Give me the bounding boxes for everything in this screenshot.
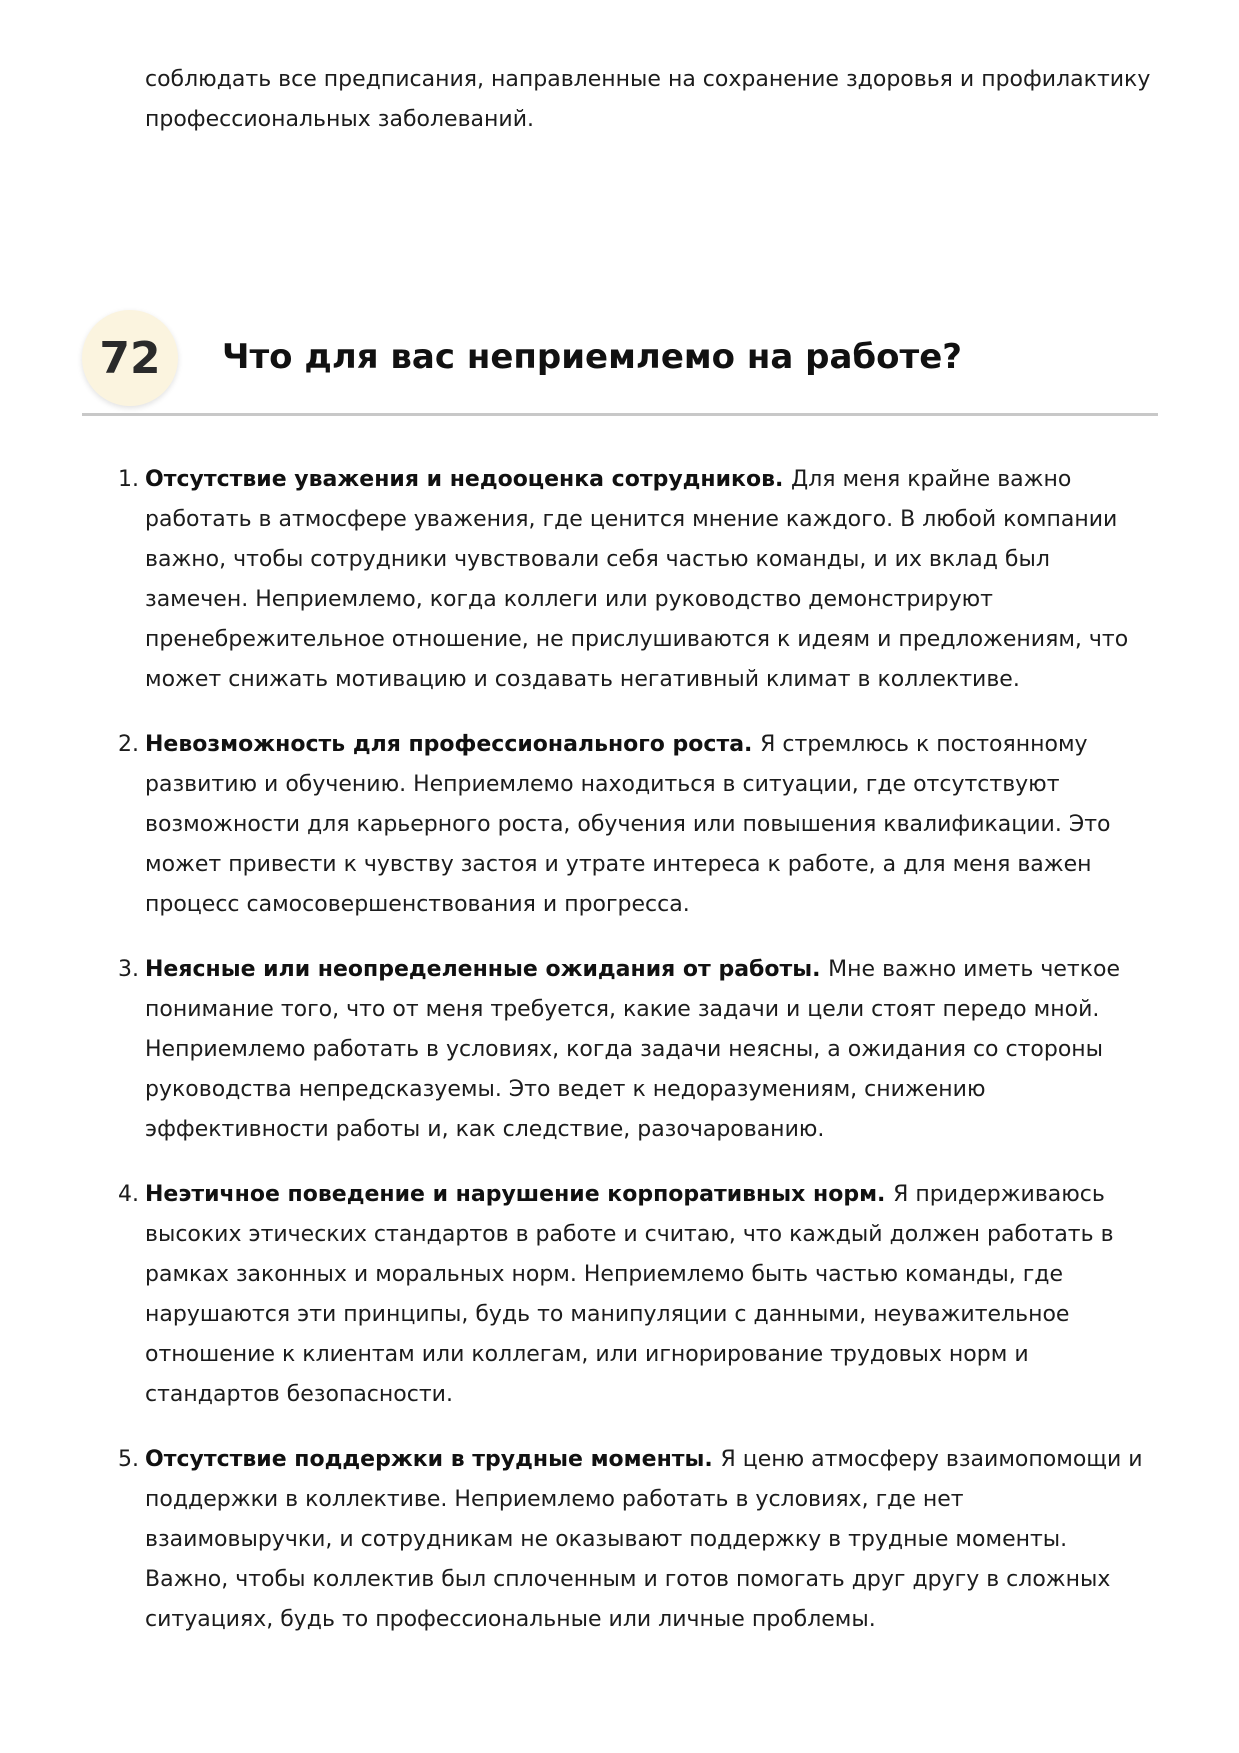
intro-paragraph: соблюдать все предписания, направленные на сохранение здоровья и профилактику профессиональных заболеваний. [145,67,1151,132]
list-item-number: 3. [118,957,139,982]
list-item-body: Я ценю атмосферу взаимопомощи и поддержки в коллективе. Неприемлемо работать в условиях, где нет взаимовыручки, и сотрудникам не оказывают поддержку в трудные моменты. Важно, чтобы коллектив был сплоченным и готов помогать друг другу в сложных ситуациях, будь то профессиональные или личные проблемы. [145,1447,1143,1632]
list-item [110,950,1155,1150]
list-item [110,1440,1155,1640]
question-title: Что для вас неприемлемо на работе? [222,337,962,377]
answer-list [110,460,1155,1665]
list-item-body: Для меня крайне важно работать в атмосфере уважения, где ценится мнение каждого. В любой компании важно, чтобы сотрудники чувствовали себя частью команды, и их вклад был замечен. Неприемлемо, когда коллеги или руководство демонстрируют пренебрежительное отношение, не прислушиваются к идеям и предложениям, что может снижать мотивацию и создавать негативный климат в коллективе. [145,467,1129,692]
list-item-number: 4. [118,1182,139,1207]
list-item [110,1175,1155,1415]
list-item [110,725,1155,925]
list-item-body: Я придерживаюсь высоких этических стандартов в работе и считаю, что каждый должен работать в рамках законных и моральных норм. Неприемлемо быть частью команды, где нарушаются эти принципы, будь то манипуляции с данными, неуважительное отношение к клиентам или коллегам, или игнорирование трудовых норм и стандартов безопасности. [145,1182,1114,1407]
list-item [110,460,1155,700]
list-item-number: 1. [118,467,139,492]
list-item-body: Я стремлюсь к постоянному развитию и обучению. Неприемлемо находиться в ситуации, где отсутствуют возможности для карьерного роста, обучения или повышения квалификации. Это может привести к чувству застоя и утрате интереса к работе, а для меня важен процесс самосовершенствования и прогресса. [145,732,1111,917]
question-number-badge: 72 [82,310,178,406]
list-item-body: Мне важно иметь четкое понимание того, что от меня требуется, какие задачи и цели стоят передо мной. Неприемлемо работать в условиях, когда задачи неясны, а ожидания со стороны руководства непредсказуемы. Это ведет к недоразумениям, снижению эффективности работы и, как следствие, разочарованию. [145,957,1121,1142]
list-item-number: 2. [118,732,139,757]
list-item-number: 5. [118,1447,139,1472]
question-header [82,310,1158,416]
list-item-heading: Отсутствие уважения и недооценка сотрудников. [145,467,792,492]
list-item-heading: Неясные или неопределенные ожидания от работы. [145,957,829,982]
list-item-heading: Отсутствие поддержки в трудные моменты. [145,1447,721,1472]
list-item-heading: Неэтичное поведение и нарушение корпоративных норм. [145,1182,894,1207]
list-item-heading: Невозможность для профессионального роста. [145,732,761,757]
